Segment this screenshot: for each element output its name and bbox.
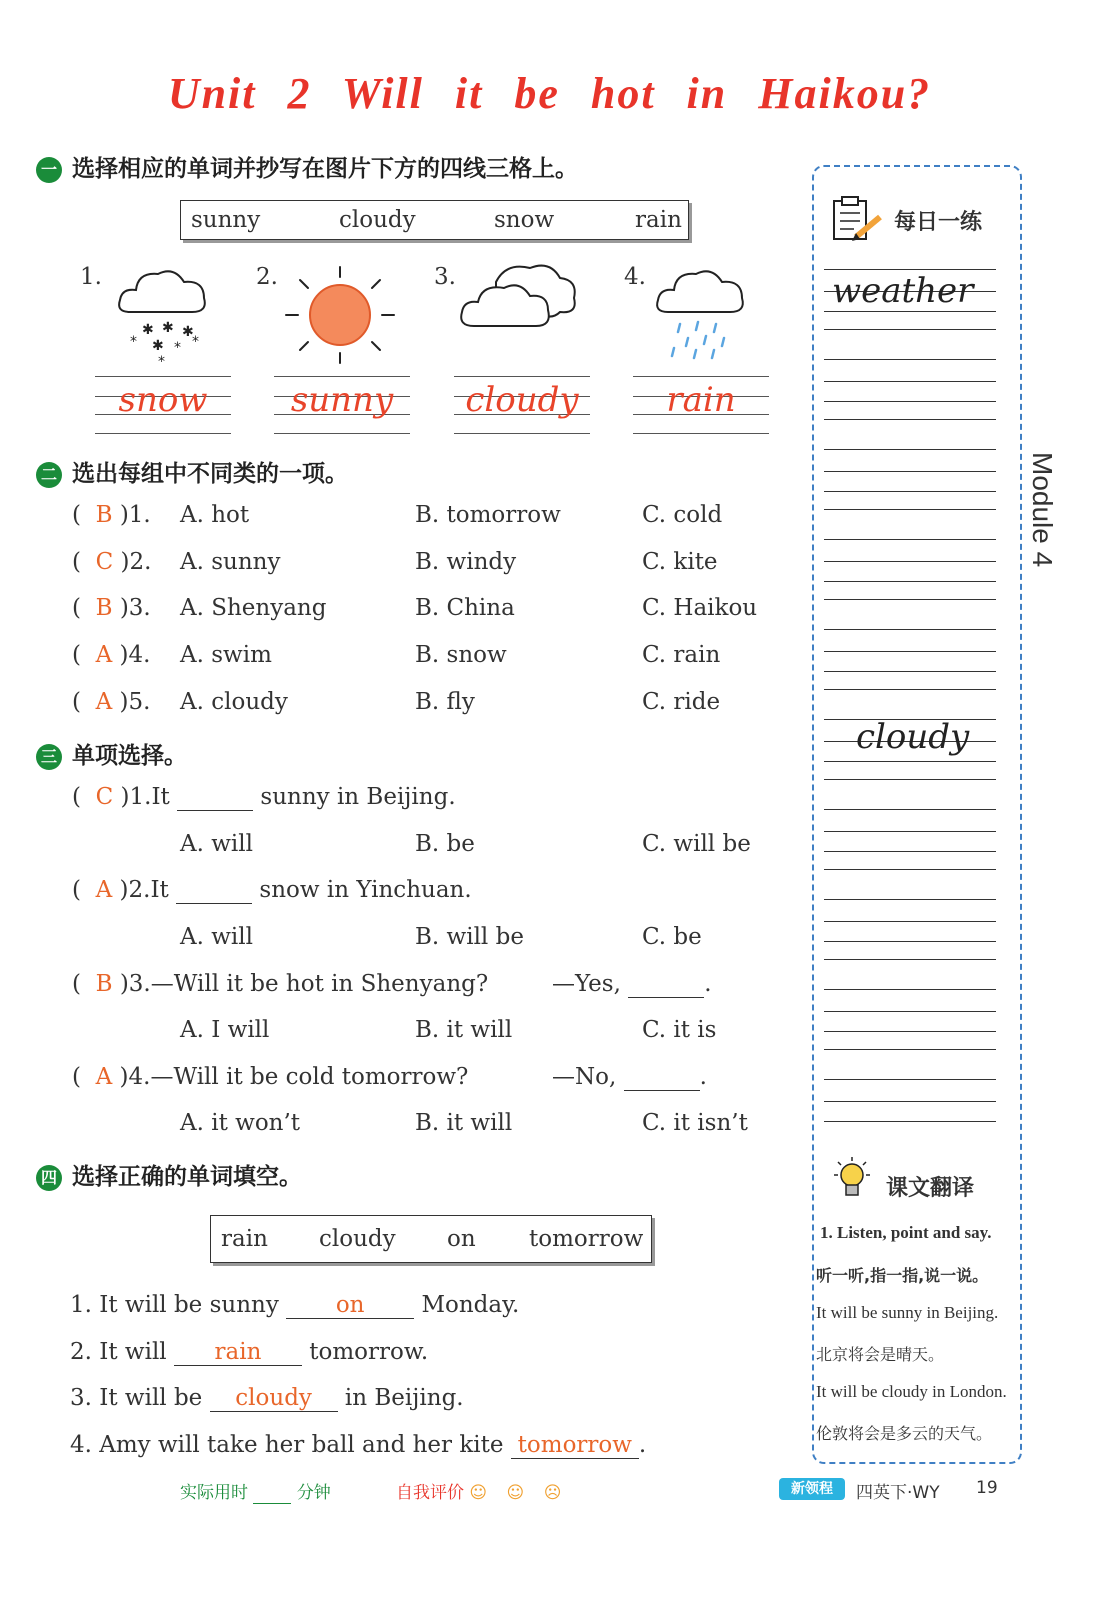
option-c: C. be	[642, 924, 702, 950]
response-text: —Yes,	[552, 971, 621, 997]
option-a: A. swim	[180, 642, 272, 668]
option-c: C. it isn’t	[642, 1110, 748, 1136]
svg-text:✱: ✱	[162, 320, 174, 336]
option-c: C. ride	[642, 689, 721, 715]
cloud-icon	[456, 260, 582, 340]
word-bank-2	[210, 1215, 652, 1263]
svg-text:*: *	[158, 354, 165, 370]
rain-cloud-icon	[650, 262, 750, 372]
sad-face-icon[interactable]: ☹	[543, 1483, 562, 1503]
question-number: )3.	[119, 971, 151, 997]
question-stem: It	[151, 784, 170, 810]
handwritten-answer: rain	[666, 380, 736, 420]
handwritten-answer: sunny	[290, 380, 394, 420]
section-3-number: 三	[36, 744, 62, 770]
option-c: C. rain	[642, 642, 721, 668]
response-row: —Yes, .	[552, 971, 712, 997]
section-1-number: 一	[36, 157, 62, 183]
section-1-heading	[36, 150, 578, 183]
section-2-heading	[36, 455, 348, 488]
question-row: ( A )2.It snow in Yinchuan.	[72, 877, 472, 903]
section-4-text: 选择正确的单词填空。	[72, 1164, 302, 1190]
word-bank-item: tomorrow	[529, 1226, 644, 1252]
filled-blank[interactable]: rain	[174, 1339, 302, 1366]
handwritten-word: cloudy	[856, 717, 970, 757]
sentence-end: tomorrow.	[309, 1339, 429, 1365]
handwritten-answer: snow	[118, 380, 208, 420]
question-number: )4.	[119, 1064, 151, 1090]
question-row: ( A )4.	[72, 642, 151, 668]
word-bank-item: snow	[494, 207, 555, 233]
option-b: B. it will	[415, 1017, 513, 1043]
picture-item-number: 4.	[624, 264, 646, 290]
option-a: A. will	[180, 831, 253, 857]
word-bank-item: sunny	[191, 207, 261, 233]
sentence-start: 4. Amy will take her ball and her kite	[70, 1432, 504, 1458]
option-a: A. cloudy	[180, 689, 288, 715]
question-row: ( B )3.—Will it be hot in Shenyang?	[72, 971, 489, 997]
grade-label: 四英下·WY	[856, 1483, 940, 1503]
question-stem-end: sunny in Beijing.	[260, 784, 456, 810]
self-evaluation	[396, 1478, 561, 1503]
word-bank-item: rain	[635, 207, 682, 233]
time-spent	[180, 1478, 331, 1504]
snow-cloud-icon	[112, 262, 212, 372]
handwritten-word: weather	[832, 271, 974, 311]
option-b: B. will be	[415, 924, 524, 950]
section-3-heading	[36, 737, 187, 770]
fill-in-row	[70, 1292, 519, 1319]
page-number: 19	[976, 1478, 998, 1498]
section-2-text: 选出每组中不同类的一项。	[72, 461, 348, 487]
picture-item-number: 2.	[256, 264, 278, 290]
option-a: A. Shenyang	[180, 595, 327, 621]
svg-text:*: *	[130, 334, 137, 350]
option-c: C. Haikou	[642, 595, 758, 621]
answer-letter: A	[95, 1064, 113, 1090]
response-row: —No, .	[552, 1064, 707, 1090]
question-row: ( C )2.	[72, 549, 152, 575]
question-number: )4.	[119, 642, 151, 668]
question-stem: It	[150, 877, 169, 903]
question-number: )1.	[119, 502, 151, 528]
word-bank-item: rain	[221, 1226, 268, 1252]
question-stem: —Will it be cold tomorrow?	[150, 1064, 469, 1090]
sentence-end: .	[638, 1432, 647, 1458]
sidebar-panel	[812, 165, 1022, 1464]
question-row: ( B )3.	[72, 595, 151, 621]
question-number: )2.	[120, 549, 152, 575]
section-3-text: 单项选择。	[72, 743, 187, 769]
option-a: A. will	[180, 924, 253, 950]
sentence-start: 3. It will be	[70, 1385, 203, 1411]
option-c: C. cold	[642, 502, 723, 528]
sentence-start: 1. It will be sunny	[70, 1292, 279, 1318]
module-text: Module 4	[1027, 452, 1058, 568]
filled-blank[interactable]: tomorrow	[511, 1432, 639, 1459]
fill-in-row	[70, 1385, 464, 1412]
question-stem-end: snow in Yinchuan.	[259, 877, 472, 903]
option-b: B. tomorrow	[415, 502, 561, 528]
answer-letter: C	[95, 549, 114, 575]
answer-letter: C	[95, 784, 114, 810]
answer-letter: B	[95, 502, 113, 528]
translation-line: 伦敦将会是多云的天气。	[816, 1424, 993, 1443]
practice-title: 每日一练	[894, 210, 983, 235]
question-stem: —Will it be hot in Shenyang?	[150, 971, 489, 997]
svg-text:*: *	[192, 334, 199, 350]
word-bank-item: cloudy	[339, 207, 416, 233]
handwritten-answer: cloudy	[465, 380, 579, 420]
answer-blank[interactable]	[628, 971, 704, 998]
notepad-pencil-icon	[830, 195, 886, 243]
neutral-face-icon[interactable]: ☺	[506, 1483, 525, 1503]
translation-line: 听一听,指一指,说一说。	[816, 1266, 989, 1285]
response-text: —No,	[552, 1064, 617, 1090]
answer-letter: B	[95, 595, 113, 621]
translation-line: It will be sunny in Beijing.	[816, 1303, 999, 1322]
svg-text:*: *	[174, 340, 181, 356]
question-number: )2.	[119, 877, 151, 903]
question-number: )1.	[120, 784, 152, 810]
lightbulb-icon	[830, 1157, 874, 1201]
fill-in-row	[70, 1432, 646, 1459]
question-row: ( A )4.—Will it be cold tomorrow?	[72, 1064, 469, 1090]
filled-blank[interactable]: cloudy	[210, 1385, 338, 1412]
option-c: C. kite	[642, 549, 718, 575]
option-a: A. sunny	[180, 549, 281, 575]
word-bank-item: cloudy	[319, 1226, 396, 1252]
smiley-icon[interactable]: ☺	[469, 1483, 488, 1503]
answer-blank[interactable]	[176, 877, 252, 904]
word-bank-item: on	[447, 1226, 476, 1252]
option-b: B. it will	[415, 1110, 513, 1136]
section-2-number: 二	[36, 462, 62, 488]
option-b: B. fly	[415, 689, 475, 715]
option-b: B. windy	[415, 549, 517, 575]
answer-letter: A	[95, 689, 113, 715]
question-number: )5.	[119, 689, 151, 715]
svg-text:✱: ✱	[152, 338, 164, 354]
translation-line: 北京将会是晴天。	[816, 1345, 945, 1364]
answer-letter: B	[95, 971, 113, 997]
picture-item-number: 3.	[434, 264, 456, 290]
sentence-start: 2. It will	[70, 1339, 167, 1365]
question-row: ( A )5.	[72, 689, 151, 715]
answer-blank[interactable]	[177, 784, 253, 811]
self-eval-label: 自我评价	[396, 1483, 464, 1503]
sentence-end: in Beijing.	[344, 1385, 464, 1411]
sun-icon	[282, 262, 398, 372]
answer-letter: A	[95, 642, 113, 668]
section-1-text: 选择相应的单词并抄写在图片下方的四线三格上。	[72, 156, 578, 182]
option-b: B. China	[415, 595, 515, 621]
sentence-end: Monday.	[421, 1292, 520, 1318]
fill-in-row	[70, 1339, 428, 1366]
option-c: C. will be	[642, 831, 751, 857]
question-number: )3.	[119, 595, 151, 621]
option-a: A. I will	[180, 1017, 270, 1043]
svg-text:✱: ✱	[142, 322, 154, 338]
section-4-number: 四	[36, 1165, 62, 1191]
option-b: B. be	[415, 831, 475, 857]
picture-item-number: 1.	[80, 264, 102, 290]
word-bank-1	[180, 200, 689, 240]
question-row: ( B )1.	[72, 502, 151, 528]
time-blank[interactable]	[253, 1483, 291, 1504]
option-a: A. it won’t	[180, 1110, 301, 1136]
answer-letter: A	[95, 877, 113, 903]
page-title: Unit 2 Will it be hot in Haikou?	[167, 69, 932, 118]
translation-line: 1. Listen, point and say.	[820, 1223, 992, 1242]
svg-text:✱: ✱	[182, 324, 194, 340]
time-label: 实际用时	[180, 1483, 248, 1503]
question-row: ( C )1.It sunny in Beijing.	[72, 784, 456, 810]
option-a: A. hot	[180, 502, 250, 528]
filled-blank[interactable]: on	[286, 1292, 414, 1319]
option-b: B. snow	[415, 642, 507, 668]
translation-line: It will be cloudy in London.	[816, 1382, 1007, 1401]
time-unit: 分钟	[296, 1483, 331, 1503]
translation-title: 课文翻译	[886, 1176, 975, 1201]
section-4-heading	[36, 1158, 302, 1191]
brand-badge: 新领程	[779, 1478, 845, 1500]
module-label	[1010, 452, 1070, 592]
option-c: C. it is	[642, 1017, 717, 1043]
answer-blank[interactable]	[624, 1064, 700, 1091]
